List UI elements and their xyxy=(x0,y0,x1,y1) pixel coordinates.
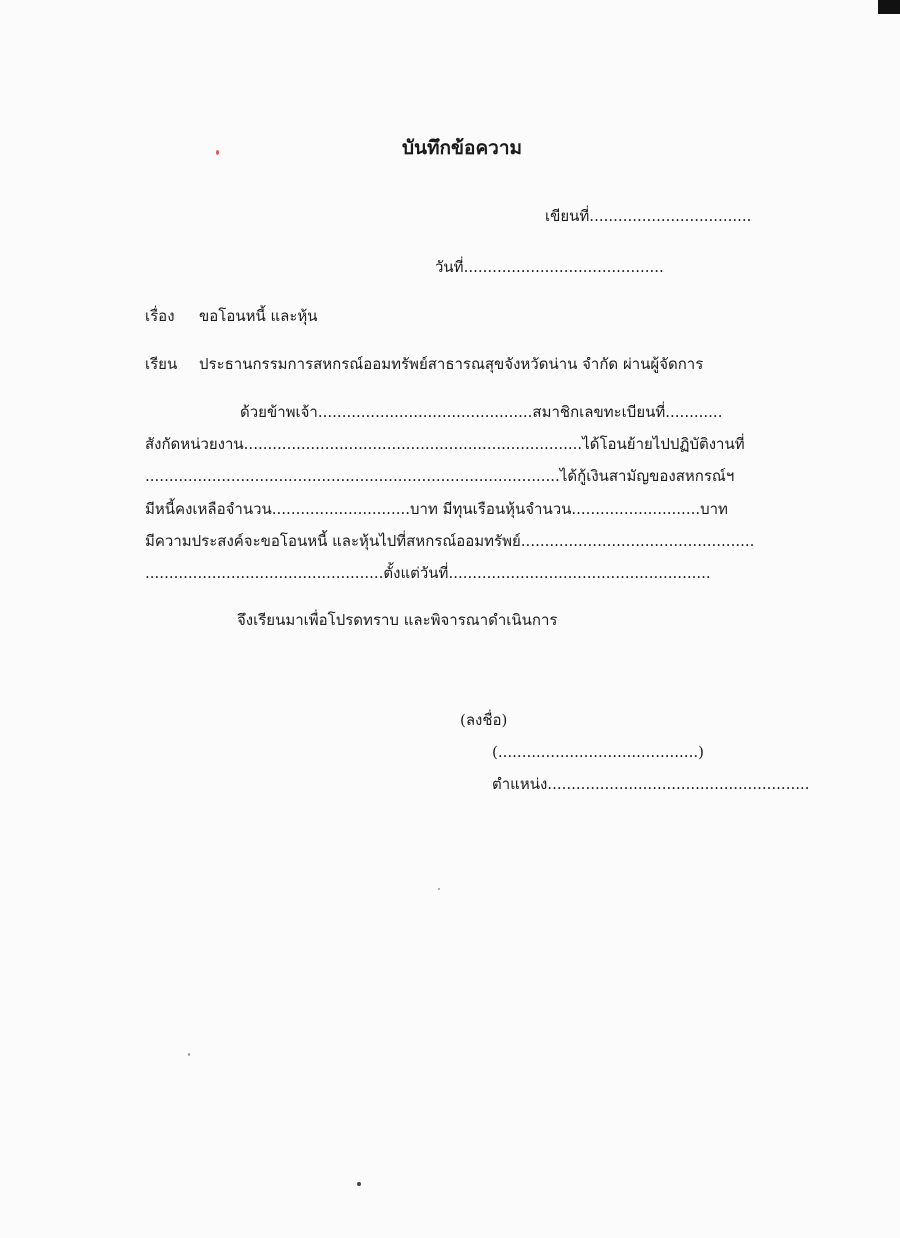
written-at-line: เขียนที่.................................. xyxy=(545,207,752,225)
subject-row xyxy=(145,306,318,326)
closing-line: จึงเรียนมาเพื่อโปรดทราบ และพิจารณาดำเนินการ xyxy=(237,611,558,629)
sign-label: (ลงชื่อ) xyxy=(460,711,508,729)
scan-speck xyxy=(188,1053,190,1056)
body-line-3: .......................................................................................ได้กู้เงินสามัญของสหกรณ์ฯ xyxy=(145,467,735,485)
scan-speck xyxy=(357,1182,361,1186)
signature-position-line: ตำแหน่ง....................................................... xyxy=(492,775,810,793)
date-line: วันที่.......................................... xyxy=(435,258,664,276)
body-line-5: มีความประสงค์จะขอโอนหนี้ และหุ้นไปที่สหกรณ์ออมทรัพย์................................................. xyxy=(145,532,755,550)
scan-edge-mark xyxy=(878,0,900,14)
document-title: บันทึกข้อความ xyxy=(401,137,523,159)
body-line-4: มีหนี้คงเหลือจำนวน.............................บาท มีทุนเรือนหุ้นจำนวน...........................บาท xyxy=(145,500,728,518)
signature-name-line: (..........................................) xyxy=(492,743,704,761)
scan-speck xyxy=(438,888,440,890)
body-line-6: ..................................................ตั้งแต่วันที่....................................................... xyxy=(145,564,711,582)
to-row xyxy=(145,354,703,374)
body-line-1: ด้วยข้าพเจ้า.............................................สมาชิกเลขทะเบียนที่............ xyxy=(240,403,723,421)
body-line-2: สังกัดหน่วยงาน.......................................................................ได้โอนย้ายไปปฏิบัติงานที่ xyxy=(145,435,745,453)
to-label: เรียน xyxy=(145,355,178,373)
to-text: ประธานกรรมการสหกรณ์ออมทรัพย์สาธารณสุขจังหวัดน่าน จำกัด ผ่านผู้จัดการ xyxy=(199,355,704,373)
scan-speck xyxy=(216,150,219,155)
subject-text: ขอโอนหนี้ และหุ้น xyxy=(199,307,318,325)
subject-label: เรื่อง xyxy=(145,307,175,325)
